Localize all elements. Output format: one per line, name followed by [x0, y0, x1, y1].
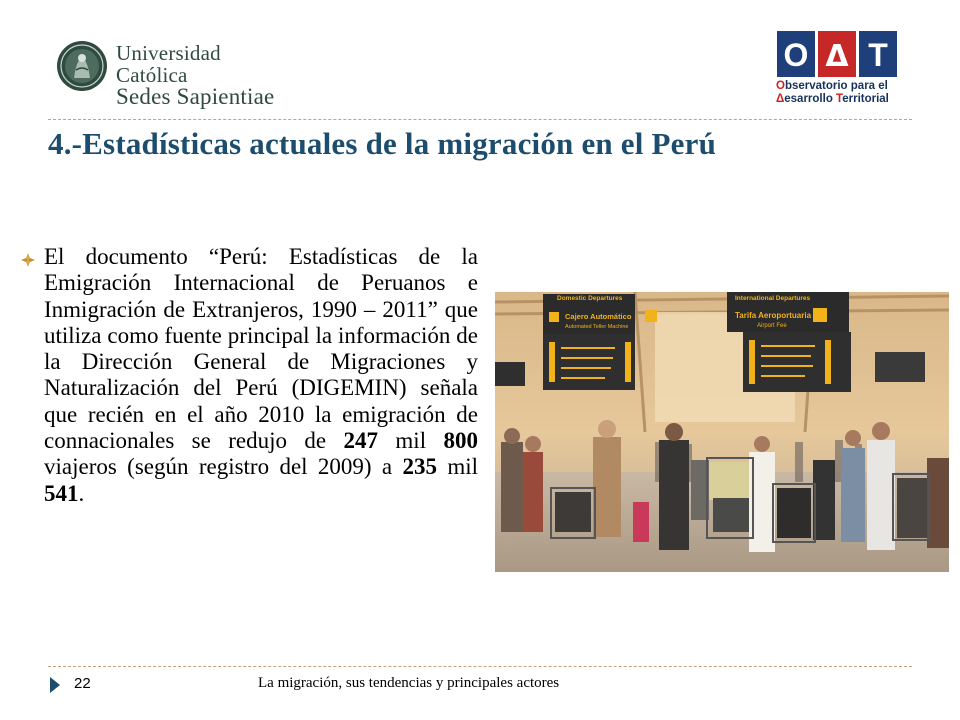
value-247: 247	[343, 428, 379, 454]
sign-domestic: Domestic Departures	[557, 295, 623, 302]
university-seal-icon	[56, 40, 108, 92]
oat-caption: Observatorio para el Δesarrollo Territorial	[776, 80, 889, 105]
value-235: 235	[402, 454, 437, 480]
university-name-line2: Sedes Sapientiae	[116, 84, 275, 109]
university-name	[116, 42, 276, 108]
sign-cajero: Cajero Automático	[565, 312, 632, 321]
oat-letter-t: T	[868, 37, 888, 73]
page-number: 22	[74, 675, 91, 692]
diamond-bullet-icon	[20, 252, 36, 268]
sign-atm: Automated Teller Machine	[565, 324, 629, 330]
sign-airport-fee: Airport Fee	[757, 323, 787, 329]
footer-arrow-icon	[48, 676, 62, 694]
university-logo	[56, 40, 276, 109]
oat-letter-delta: Δ	[825, 39, 849, 74]
footer-title: La migración, sus tendencias y principales actores	[258, 675, 560, 691]
oat-letter-o: O	[783, 37, 809, 73]
sign-international: International Departures	[735, 295, 811, 302]
oat-letters	[776, 30, 898, 78]
footer-divider	[48, 666, 912, 667]
sign-tarifa: Tarifa Aeroportuaria	[735, 311, 812, 320]
university-name-line1: Universidad Católica	[116, 41, 221, 87]
slide-title: 4.-Estadísticas actuales de la migración en el Perú	[48, 126, 717, 161]
oat-logo	[776, 30, 906, 110]
value-800: 800	[443, 428, 478, 454]
value-541: 541	[44, 480, 79, 506]
body-paragraph: El documento “Perú: Estadísticas de la Emigración Internacional de Peruanos e Inmigración de Extranjeros, 1990 – 2011” que utiliza como fuente principal la información de la Dirección General de Migraciones y Naturalización del Perú (DIGEMIN) señala que recién en el año 2010 la emigración de connacionales se redujo de 247 mil 800 viajeros (según registro del 2009) a 235 mil 541.	[44, 244, 478, 506]
header-divider	[48, 119, 912, 120]
airport-photo	[495, 292, 949, 572]
